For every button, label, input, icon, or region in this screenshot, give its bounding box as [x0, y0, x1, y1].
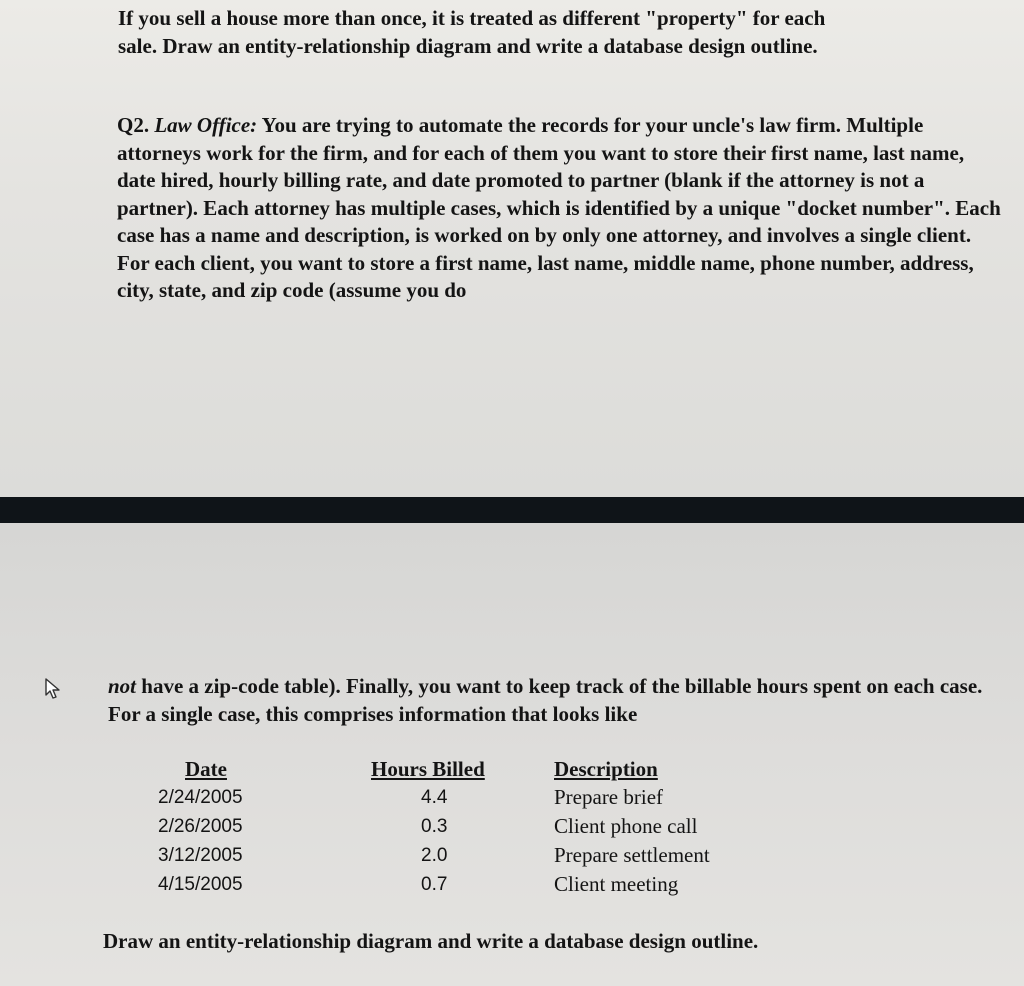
table-cell-hours: 0.3	[421, 816, 448, 837]
hours-header: Hours Billed	[371, 757, 485, 781]
table-cell-description: Prepare settlement	[554, 843, 710, 867]
hours-column	[371, 755, 521, 899]
screen-divider-bar	[0, 497, 1024, 523]
date-column	[158, 755, 308, 899]
continuation-text: have a zip-code table). Finally, you want to keep track of the billable hours spent on each case. For a single case, this comprises information that looks like	[108, 674, 983, 726]
question-title: Law Office:	[154, 113, 258, 137]
table-cell-date: 4/15/2005	[158, 874, 243, 895]
table-cell-date: 3/12/2005	[158, 845, 243, 866]
table-cell-date: 2/24/2005	[158, 787, 243, 808]
intro-paragraph	[118, 4, 918, 60]
continuation-emphasis: not	[108, 674, 137, 698]
intro-line-1: If you sell a house more than once, it is treated as different "property" for each	[118, 6, 826, 30]
date-header: Date	[185, 757, 227, 781]
table-cell-hours: 4.4	[421, 787, 448, 808]
question-2-paragraph	[117, 112, 1007, 305]
table-cell-description: Client meeting	[554, 872, 679, 896]
description-header: Description	[554, 757, 658, 781]
question-body: You are trying to automate the records for your uncle's law firm. Multiple attorneys work for the firm, and for each of them you want to store their first name, last name, date hired, hourly billing rate, and date promoted to partner (blank if the attorney is not a partner). Each attorney has multiple cases, which is identified by a unique "docket number". Each case has a name and description, is worked on by only one attorney, and involves a single client. For each client, you want to store a first name, last name, middle name, phone number, address, city, state, and zip code (assume you do	[117, 113, 1001, 302]
table-cell-hours: 0.7	[421, 874, 448, 895]
table-cell-date: 2/26/2005	[158, 816, 243, 837]
mouse-pointer-icon	[44, 678, 62, 700]
question-number: Q2.	[117, 113, 150, 137]
table-cell-hours: 2.0	[421, 845, 448, 866]
table-cell-description: Client phone call	[554, 814, 698, 838]
final-instruction: Draw an entity-relationship diagram and write a database design outline.	[103, 929, 759, 953]
continuation-paragraph	[108, 672, 998, 728]
intro-line-2: sale. Draw an entity-relationship diagram and write a database design outline.	[118, 34, 818, 58]
billing-hours-table	[150, 755, 770, 905]
description-column	[554, 755, 794, 899]
table-cell-description: Prepare brief	[554, 785, 664, 809]
